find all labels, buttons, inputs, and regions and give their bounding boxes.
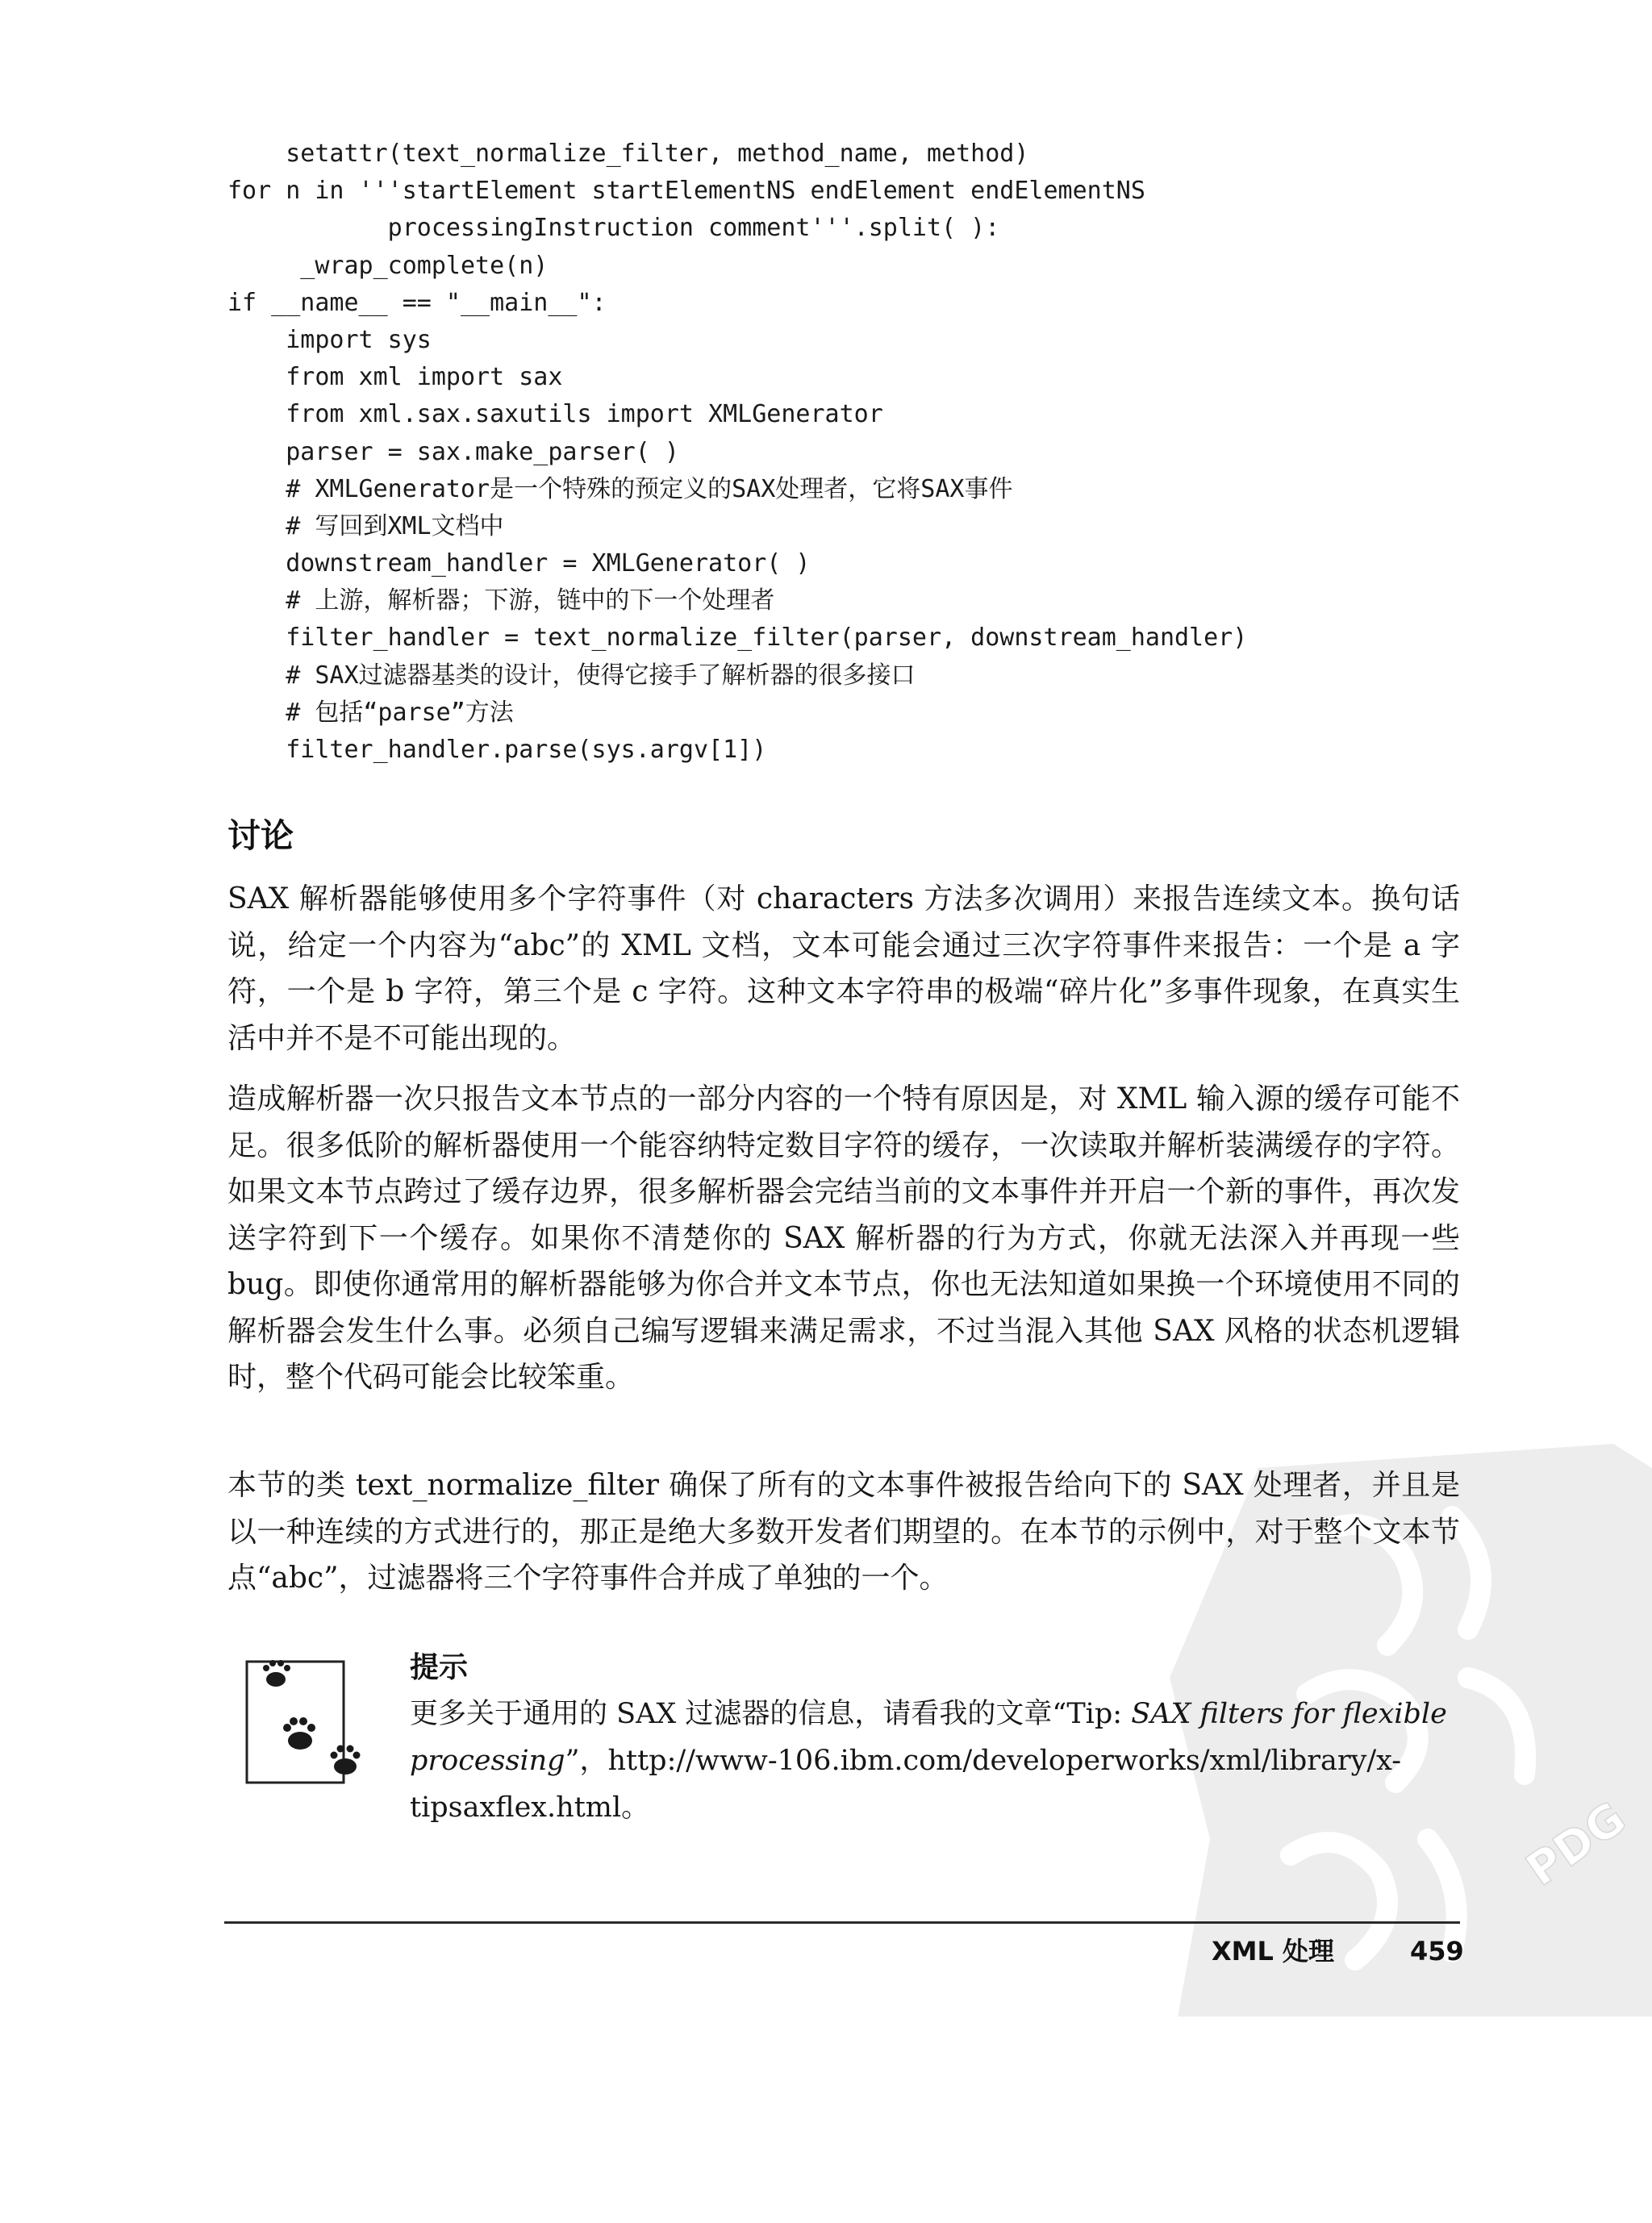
- code-line: if __name__ == "__main__":: [227, 288, 607, 317]
- body-paragraph: 造成解析器一次只报告文本节点的一部分内容的一个特有原因是，对 XML 输入源的缓存可能不足。很多低阶的解析器使用一个能容纳特定数目字符的缓存，一次读取并解析装满缓存的字符。如果文本节点跨过了缓存边界，很多解析器会完结当前的文本事件并开启一个新的事件，再次发送字符到下一个缓存。如果你不清楚你的 SAX 解析器的行为方式，你就无法深入并再现一些 bug。即使你通常用的解析器能够为你合并文本节点，你也无法知道如果换一个环境使用不同的解析器会发生什么事。必须自己编写逻辑来满足需求，不过当混入其他 SAX 风格的状态机逻辑时，整个代码可能会比较笨重。: [227, 1082, 1460, 1394]
- footer-rule: [227, 1921, 1460, 1924]
- watermark-label: PDG: [1516, 1791, 1636, 1897]
- code-line: parser = sax.make_parser( ): [227, 437, 679, 466]
- page-number: 459: [1410, 1936, 1464, 1966]
- code-line: downstream_handler = XMLGenerator( ): [227, 549, 811, 578]
- running-head: XML 处理: [1212, 1936, 1335, 1966]
- code-listing: [227, 136, 1615, 769]
- code-line: # SAX过滤器基类的设计，使得它接手了解析器的很多接口: [227, 661, 916, 690]
- code-line: setattr(text_normalize_filter, method_name, method): [227, 140, 1029, 168]
- body-paragraph: 本节的类 text_normalize_filter 确保了所有的文本事件被报告给向下的 SAX 处理者，并且是以一种连续的方式进行的，那正是绝大多数开发者们期望的。在本节的示例中，对于整个文本节点“abc”，过滤器将三个字符事件合并成了单独的一个。: [227, 1469, 1460, 1595]
- raccoon-tracks-icon: [242, 1645, 379, 1791]
- code-line: # 上游，解析器；下游，链中的下一个处理者: [227, 586, 775, 615]
- code-line: import sys: [227, 325, 432, 354]
- tip-article-link: ”，http://www-106.ibm.com/developerworks/xml/library/x-tipsaxflex.html。: [410, 1745, 1402, 1824]
- tip-text: [410, 1691, 1458, 1831]
- tip-text-lead: 更多关于通用的 SAX 过滤器的信息，请看我的文章“Tip:: [410, 1698, 1132, 1730]
- code-line: from xml.sax.saxutils import XMLGenerator: [227, 400, 883, 429]
- code-line: from xml import sax: [227, 363, 563, 392]
- code-line: # 包括“parse”方法: [227, 698, 514, 727]
- code-line: filter_handler.parse(sys.argv[1]): [227, 736, 767, 764]
- code-line: # XMLGenerator是一个特殊的预定义的SAX处理者，它将SAX事件: [227, 474, 1013, 503]
- section-heading: 讨论: [227, 816, 294, 855]
- code-line: processingInstruction comment'''.split( ):: [227, 214, 1000, 243]
- code-line: # 写回到XML文档中: [227, 511, 504, 540]
- code-line: _wrap_complete(n): [227, 251, 549, 280]
- body-paragraph: SAX 解析器能够使用多个字符事件（对 characters 方法多次调用）来报告连续文本。换句话说，给定一个内容为“abc”的 XML 文档，文本可能会通过三次字符事件来报告：一个是 a 字符，一个是 b 字符，第三个是 c 字符。这种文本字符串的极端“碎片化”多事件现象，在真实生活中并不是不可能出现的。: [227, 882, 1460, 1055]
- tip-heading: 提示: [410, 1651, 469, 1684]
- code-line: for n in '''startElement startElementNS endElement endElementNS: [227, 177, 1145, 206]
- tip-article-title: SAX filters for flexible processing: [410, 1698, 1447, 1777]
- code-line: filter_handler = text_normalize_filter(parser, downstream_handler): [227, 624, 1248, 653]
